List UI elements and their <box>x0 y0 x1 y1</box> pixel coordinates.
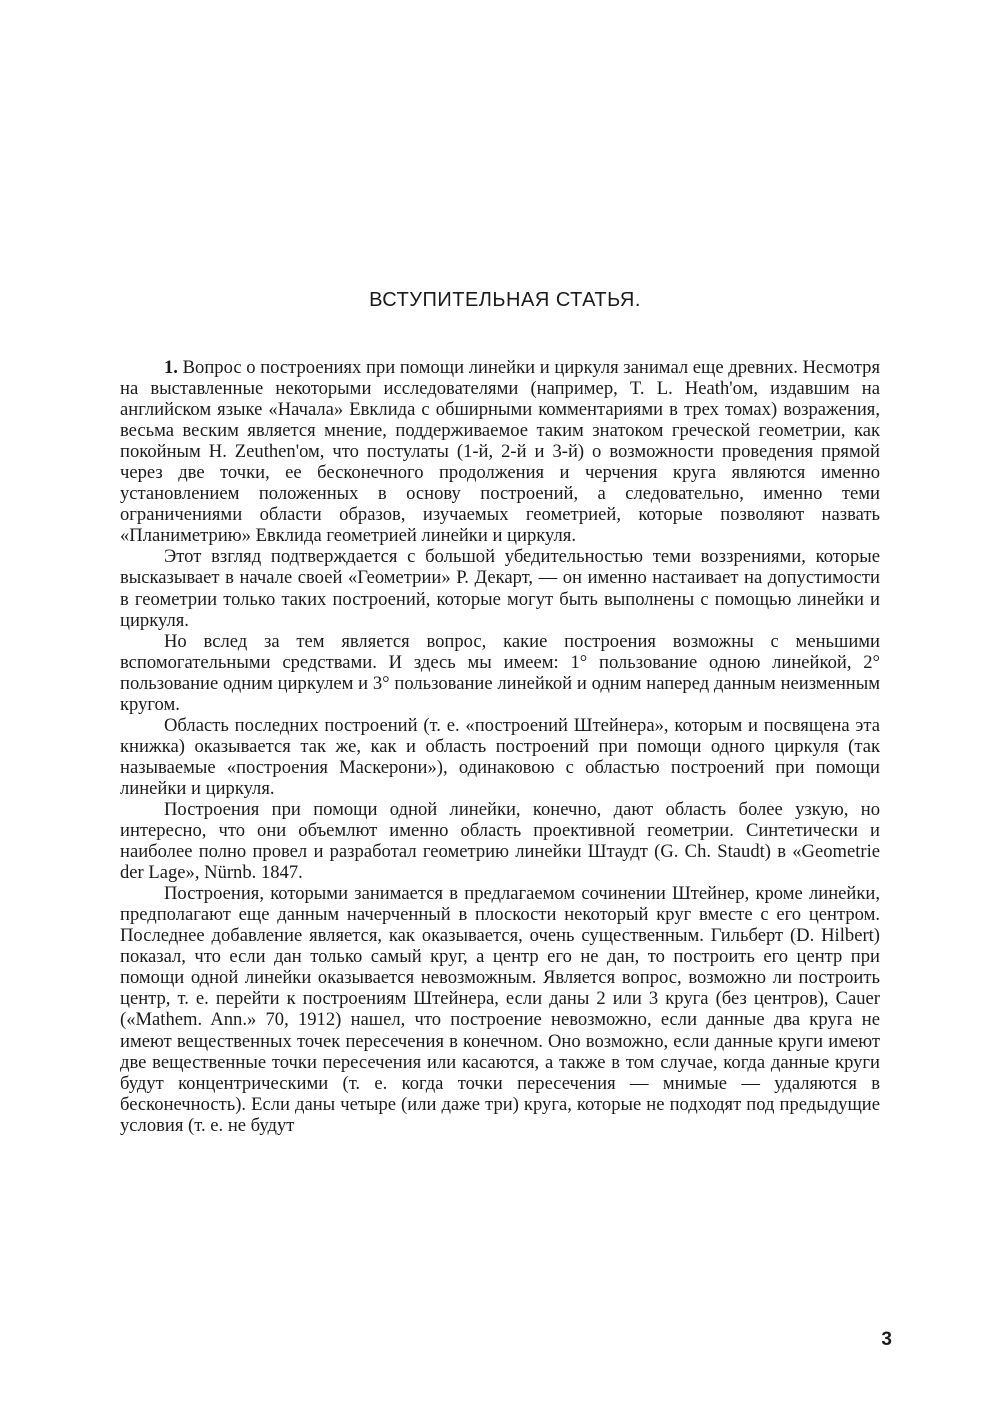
paragraph-3 <box>120 631 880 715</box>
page-number: 3 <box>881 1329 892 1350</box>
body-text <box>120 357 880 1136</box>
paragraph-2 <box>120 546 880 630</box>
paragraph-4 <box>120 715 880 799</box>
paragraph-1 <box>120 357 880 546</box>
page-title: ВСТУПИТЕЛЬНАЯ СТАТЬЯ. <box>369 289 641 311</box>
paragraph-text: Построения, которыми занимается в предлагаемом сочинении Штейнер, кроме линейки, предполагают еще данным начерченный в плоскости некоторый круг вместе с его центром. Последнее добавление является, как оказывается, очень существенным. Гильберт (D. Hilbert) показал, что если дан только самый круг, а центр его не дан, то построить его центр при помощи одной линейки оказывается невозможным. Является вопрос, возможно ли построить центр, т. е. перейти к построениям Штейнера, если даны 2 или 3 круга (без центров), Cauer («Mathem. Ann.» 70, 1912) нашел, что построение невозможно, если данные два круга не имеют вещественных точек пересечения в конечном. Оно возможно, если данные круги имеют две вещественные точки пересечения или касаются, а также в том случае, когда данные круги будут концентрическими (т. е. когда точки пересечения — мнимые — удаляются в бесконечность). Если даны четыре (или даже три) круга, которые не подходят под предыдущие условия (т. е. не будут <box>120 883 880 1136</box>
paragraph-text: Вопрос о построениях при помощи линейки и циркуля занимал еще древних. Несмотря на выставленные некоторыми исследователями (например, T. L. Heath'ом, издавшим на английском языке «Начала» Евклида с обширными комментариями в трех томах) возражения, весьма веским является мнение, поддерживаемое таким знатоком греческой геометрии, как покойным H. Zeuthen'ом, что постулаты (1-й, 2-й и 3-й) о возможности проведения прямой через две точки, ее бесконечного продолжения и черчения круга являются именно установлением положенных в основу построений, а следовательно, именно теми ограничениями области образов, изучаемых геометрией, которые позволяют назвать «Планиметрию» Евклида геометрией линейки и циркуля. <box>120 357 880 547</box>
paragraph-text: Построения при помощи одной линейки, конечно, дают область более узкую, но интересно, что они объемлют именно область проективной геометрии. Синтетически и наиболее полно провел и разработал геометрию линейки Штаудт (G. Ch. Staudt) в «Geometrie der Lage», Nürnb. 1847. <box>120 798 880 884</box>
paragraph-text: Этот взгляд подтверждается с большой убедительностью теми воззрениями, которые высказывает в начале своей «Геометрии» Р. Декарт, — он именно настаивает на допустимости в геометрии только таких построений, которые могут быть выполнены с помощью линейки и циркуля. <box>120 546 880 631</box>
paragraph-text: Область последних построений (т. е. «построений Штейнера», которым и посвящена эта книжка) оказывается так же, как и область построений при помощи одного циркуля (так называемые «построения Маскерони»), одинаковою с областью построений при помощи линейки и циркуля. <box>120 714 880 799</box>
paragraph-5 <box>120 799 880 883</box>
paragraph-text: Но вслед за тем является вопрос, какие построения возможны с меньшими вспомогательными средствами. И здесь мы имеем: 1° пользование одною линейкой, 2° пользование одним циркулем и 3° пользование линейкой и одним наперед данным неизменным кругом. <box>120 630 880 715</box>
paragraph-number: 1. <box>164 357 178 378</box>
paragraph-6 <box>120 883 880 1136</box>
